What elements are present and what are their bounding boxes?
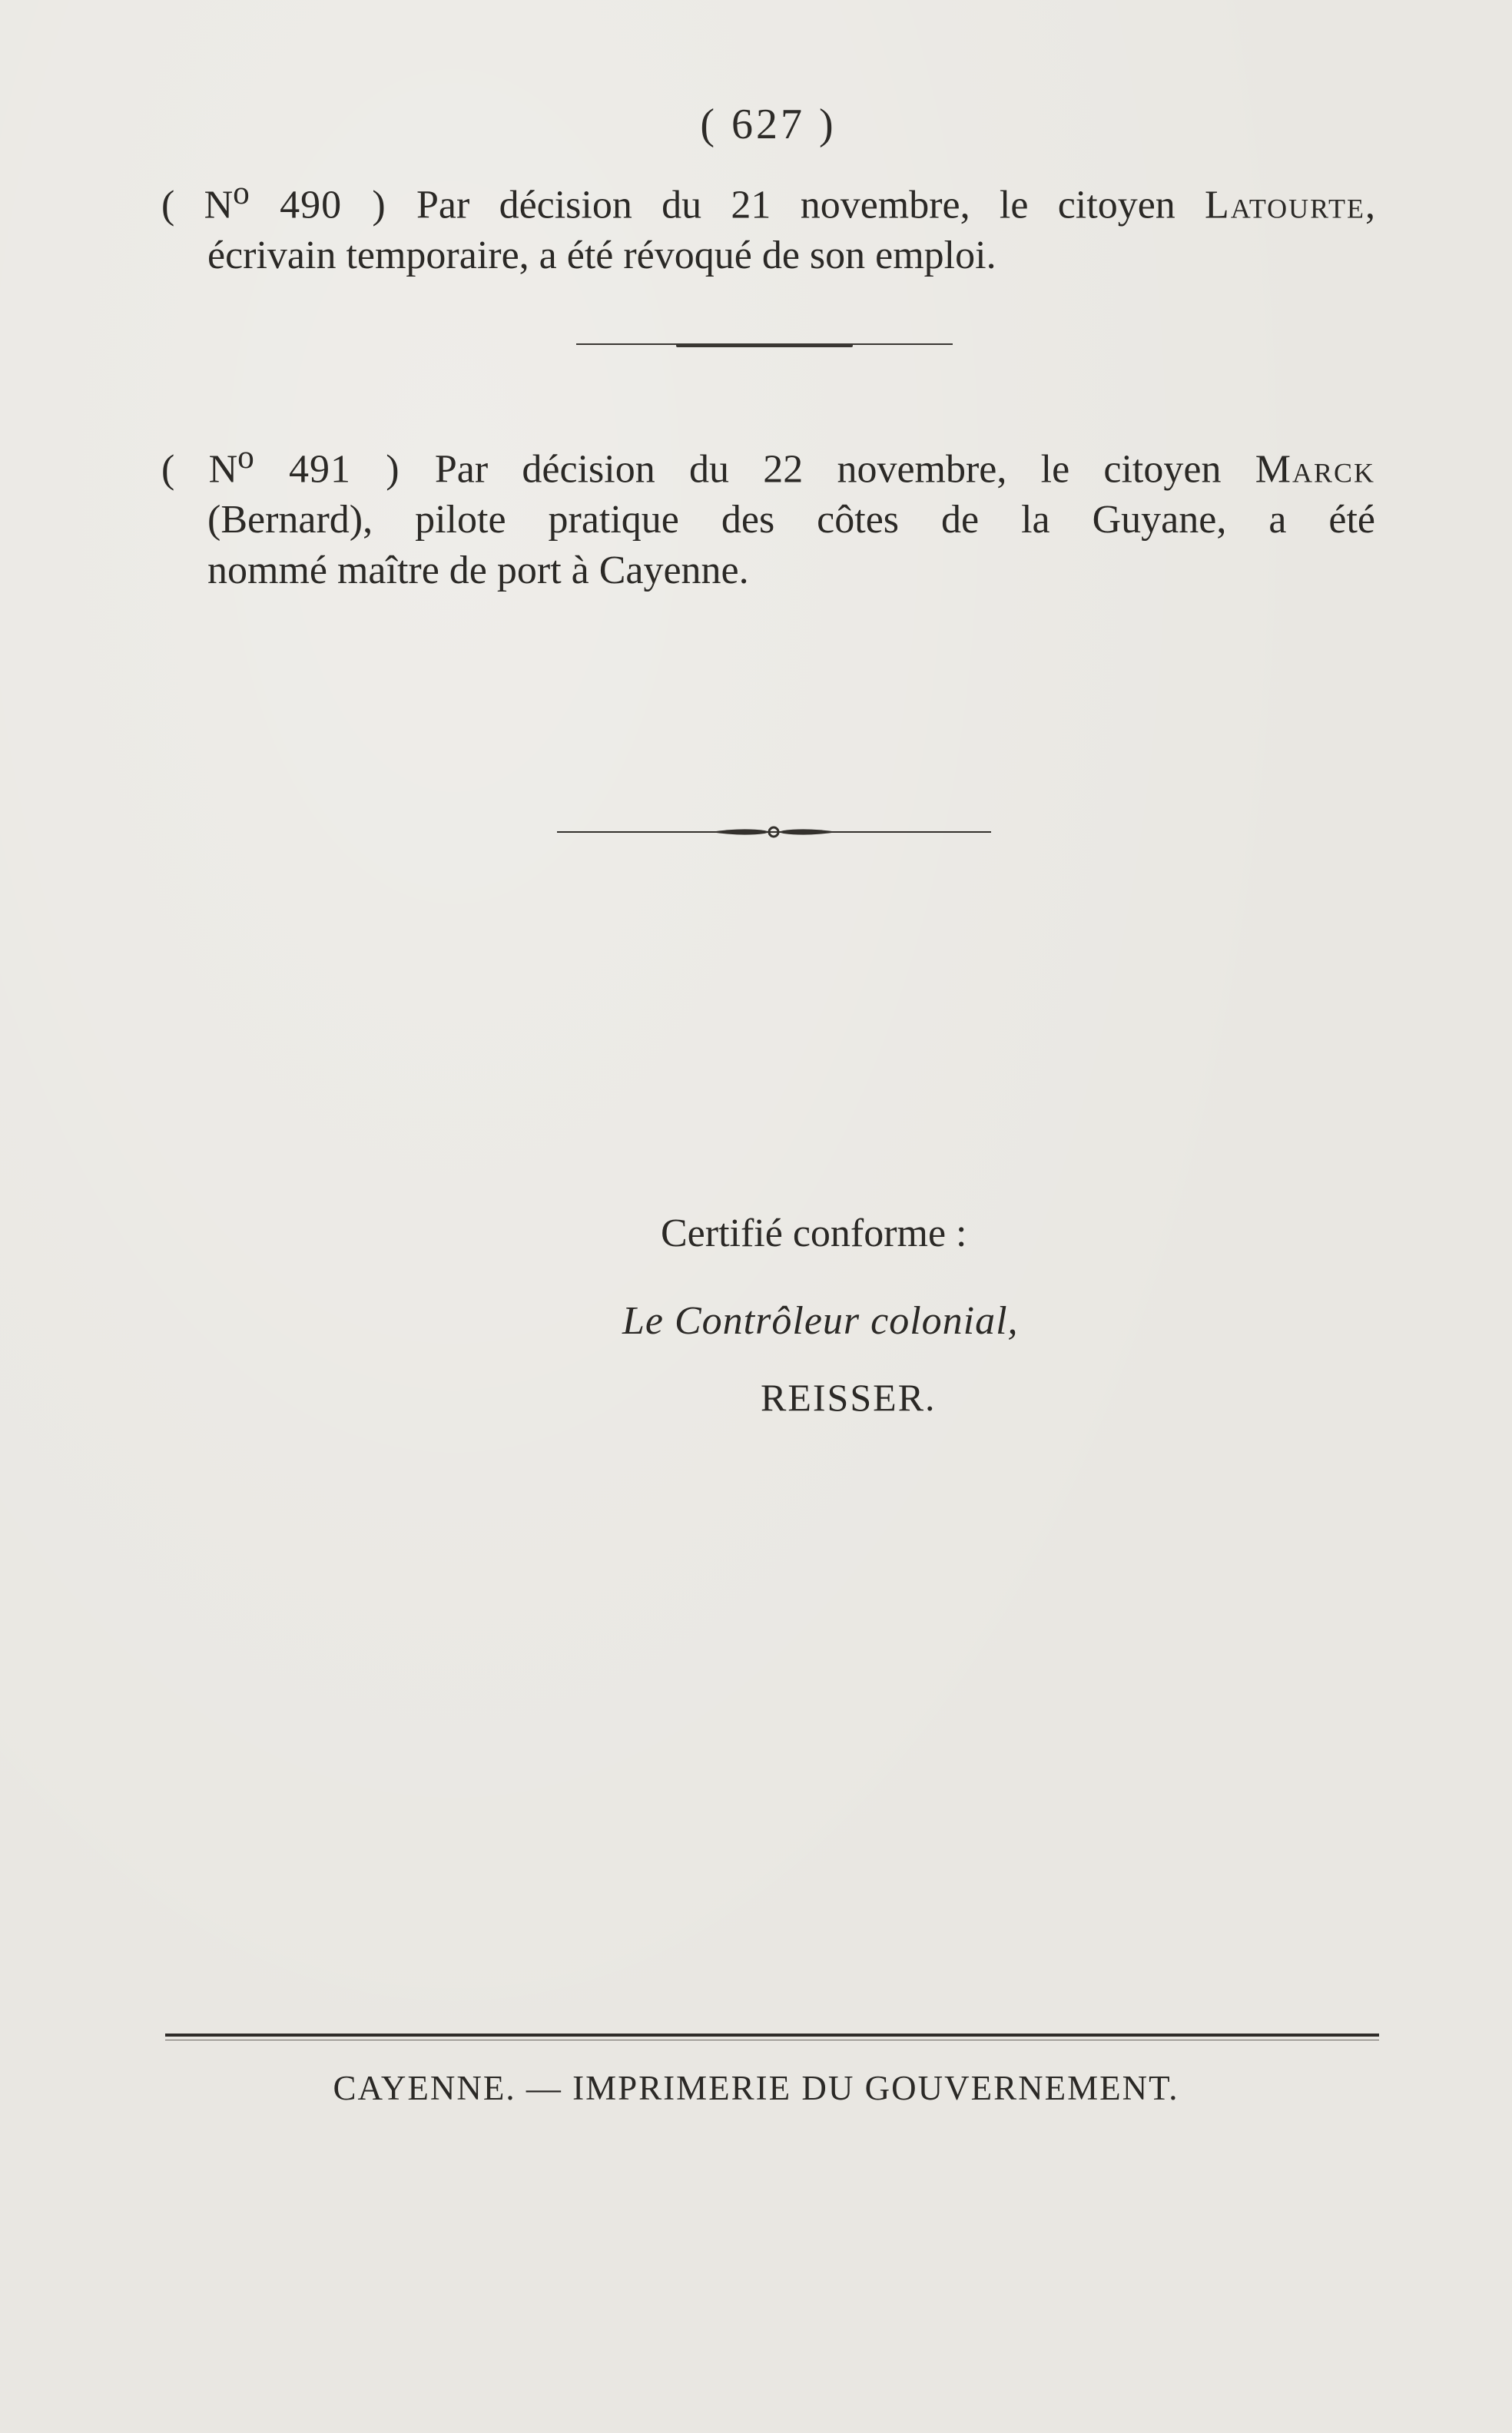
- person-name: Latourte: [1205, 183, 1365, 227]
- ornament-icon: [557, 822, 991, 842]
- person-name: Marck: [1255, 447, 1375, 492]
- entry-number-sup: o: [233, 174, 250, 211]
- entry-open: ( N: [161, 447, 238, 492]
- separator-rule: [576, 343, 953, 346]
- decision-entry-491: [161, 432, 1375, 596]
- page-number: ( 627 ): [700, 101, 837, 148]
- certification-signature: REISSER.: [761, 1376, 937, 1419]
- entry-text: Par décision du 22 novembre, le citoyen: [434, 447, 1255, 492]
- footer-rule: [165, 2034, 1379, 2038]
- footer-rule-thick: [165, 2034, 1379, 2037]
- certification-heading: Certifié conforme :: [661, 1212, 967, 1255]
- end-ornament: [557, 822, 991, 842]
- entry-line: écrivain temporaire, a été révoqué de son emploi.: [207, 234, 996, 278]
- printer-imprint: CAYENNE. — IMPRIMERIE DU GOUVERNEMENT.: [333, 2069, 1179, 2107]
- entry-line: nommé maître de port à Cayenne.: [207, 549, 749, 593]
- separator-rule-thick: [676, 344, 853, 347]
- entry-text: Par décision du 21 novembre, le citoyen: [416, 183, 1205, 227]
- certification-title: Le Contrôleur colonial,: [622, 1299, 1019, 1343]
- entry-number: 490 ): [249, 183, 416, 227]
- entry-line: [161, 167, 1375, 230]
- entry-line: [161, 432, 1375, 495]
- entry-open: ( N: [161, 183, 234, 227]
- decision-entry-490: [161, 167, 1375, 281]
- entry-number-sup: o: [237, 439, 254, 476]
- entry-number: 491 ): [254, 447, 435, 492]
- entry-punctuation: ,: [1364, 183, 1375, 227]
- entry-line: (Bernard), pilote pratique des côtes de la Guyane, a été: [207, 498, 1375, 542]
